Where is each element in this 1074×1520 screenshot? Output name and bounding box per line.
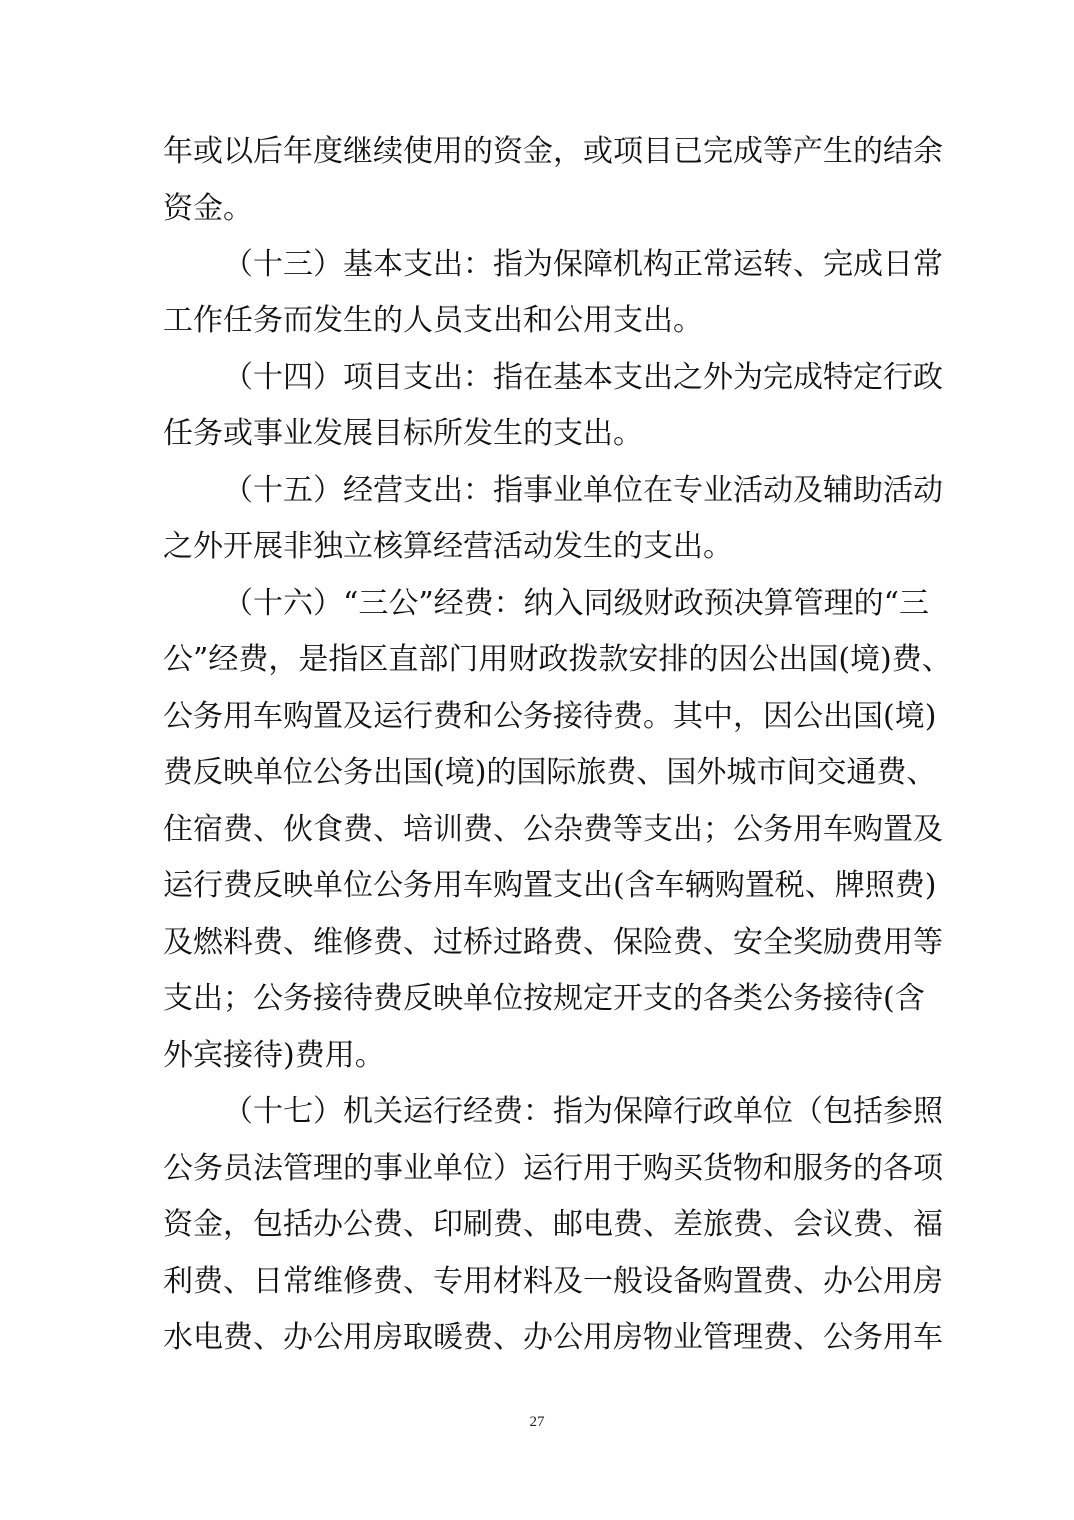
page-number: 27 bbox=[529, 1414, 545, 1430]
text-line: 支出；公务接待费反映单位按规定开支的各类公务接待(含 bbox=[163, 981, 925, 1016]
text-line: 公务员法管理的事业单位）运行用于购买货物和服务的各项 bbox=[163, 1151, 943, 1186]
text-line: 住宿费、伙食费、培训费、公杂费等支出；公务用车购置及 bbox=[163, 812, 943, 847]
text-line: 之外开展非独立核算经营活动发生的支出。 bbox=[163, 529, 733, 564]
text-line: 公”经费，是指区直部门用财政拨款安排的因公出国(境)费、 bbox=[163, 642, 952, 677]
text-line: 工作任务而发生的人员支出和公用支出。 bbox=[163, 303, 703, 338]
text-line: 及燃料费、维修费、过桥过路费、保险费、安全奖励费用等 bbox=[163, 925, 943, 960]
text-line: 利费、日常维修费、专用材料及一般设备购置费、办公用房 bbox=[163, 1264, 943, 1299]
text-line: 资金。 bbox=[163, 191, 253, 226]
section-heading-line: （十四）项目支出：指在基本支出之外为完成特定行政 bbox=[223, 360, 943, 395]
text-line: 外宾接待)费用。 bbox=[163, 1038, 385, 1073]
text-line: 运行费反映单位公务用车购置支出(含车辆购置税、牌照费) bbox=[163, 868, 937, 903]
section-heading-line: （十五）经营支出：指事业单位在专业活动及辅助活动 bbox=[223, 473, 943, 508]
text-line: 费反映单位公务出国(境)的国际旅费、国外城市间交通费、 bbox=[163, 755, 937, 790]
text-line: 公务用车购置及运行费和公务接待费。其中，因公出国(境) bbox=[163, 699, 937, 734]
text-line: 水电费、办公用房取暖费、办公用房物业管理费、公务用车 bbox=[163, 1320, 943, 1355]
text-line: 资金，包括办公费、印刷费、邮电费、差旅费、会议费、福 bbox=[163, 1207, 943, 1242]
section-heading-line: （十三）基本支出：指为保障机构正常运转、完成日常 bbox=[223, 247, 943, 282]
section-heading-line: （十七）机关运行经费：指为保障行政单位（包括参照 bbox=[223, 1094, 943, 1129]
text-line: 任务或事业发展目标所发生的支出。 bbox=[163, 416, 643, 451]
section-heading-line: （十六）“三公”经费：纳入同级财政预决算管理的“三 bbox=[223, 586, 930, 621]
text-line: 年或以后年度继续使用的资金，或项目已完成等产生的结余 bbox=[163, 134, 943, 169]
